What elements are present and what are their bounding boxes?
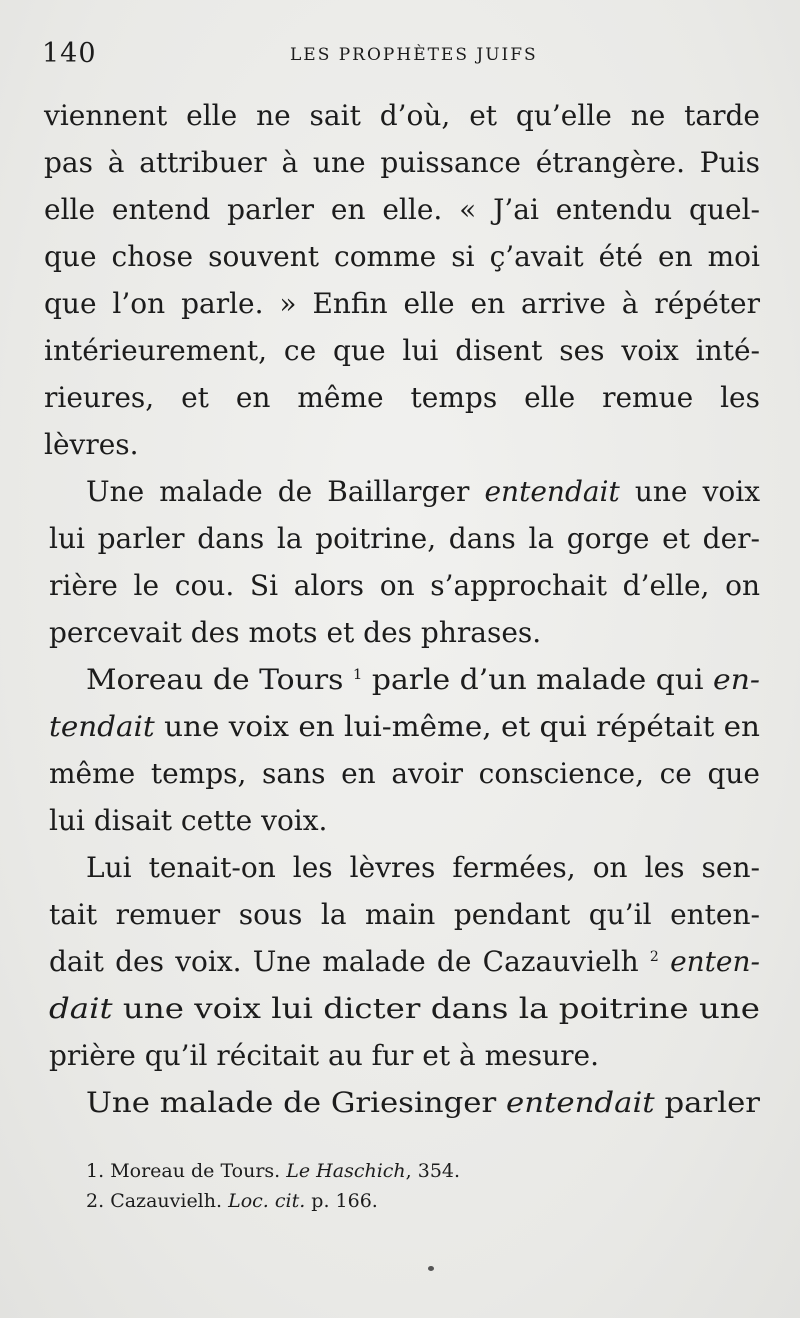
- footnote-number: 1.: [86, 1160, 105, 1182]
- text-line: [44, 562, 760, 609]
- line-text: que chose souvent comme si ç’avait été en moi: [44, 240, 760, 273]
- text-line: [44, 515, 760, 562]
- text-line: [44, 233, 760, 280]
- italic-word: tendait: [49, 710, 155, 743]
- footnote-2: [86, 1186, 766, 1216]
- footnote-ref: p. 166.: [305, 1190, 378, 1212]
- page-header: [42, 38, 762, 78]
- italic-word: en-: [713, 663, 760, 696]
- text-line: [44, 92, 760, 139]
- text-line: [44, 938, 760, 985]
- footnote-text: Cazauvielh.: [110, 1190, 223, 1212]
- italic-word: enten-: [670, 945, 760, 978]
- text-line: [44, 656, 760, 703]
- italic-word: entendait: [506, 1086, 655, 1119]
- footnote-ref: 2: [649, 949, 659, 965]
- footnotes: [86, 1156, 766, 1216]
- line-text: Une malade de Baillarger entendait une voix: [86, 475, 760, 508]
- line-text: tait remuer sous la main pendant qu’il enten-: [49, 898, 760, 931]
- footnote-1: [86, 1156, 766, 1186]
- footnote-number: 2.: [86, 1190, 105, 1212]
- text-line: [44, 186, 760, 233]
- line-text: pas à attribuer à une puissance étrangère. Puis: [44, 146, 760, 179]
- footnote-title: Le Haschich: [286, 1160, 406, 1182]
- text-line: [44, 797, 760, 844]
- footnote-ref: , 354.: [405, 1160, 461, 1182]
- text-line: [44, 327, 760, 374]
- line-text: lui disait cette voix.: [49, 804, 328, 837]
- line-text: Lui tenait-on les lèvres fermées, on les sen-: [86, 851, 760, 884]
- page-number: 140: [42, 38, 97, 69]
- text-line: [44, 374, 760, 421]
- line-text: percevait des mots et des phrases.: [49, 616, 542, 649]
- line-text: dait des voix. Une malade de Cazauvielh $^2$ enten-: [49, 945, 760, 978]
- footnote-ref: 1: [352, 667, 363, 683]
- running-title: LES PROPHÈTES JUIFS: [290, 45, 538, 65]
- italic-word: entendait: [484, 475, 620, 508]
- text-line: [44, 844, 760, 891]
- line-text: tendait une voix en lui-même, et qui répétait en: [49, 710, 761, 743]
- line-text: Une malade de Griesinger entendait parler: [86, 1086, 760, 1119]
- line-text: lui parler dans la poitrine, dans la gorge et der-: [49, 522, 760, 555]
- line-text: dait une voix lui dicter dans la poitrine une: [49, 992, 761, 1025]
- footnote-title: Loc. cit.: [228, 1190, 306, 1212]
- line-text: elle entend parler en elle. « J’ai entendu quel-: [44, 193, 760, 226]
- footnote-text: Moreau de Tours.: [110, 1160, 281, 1182]
- text-line: [44, 750, 760, 797]
- italic-word: dait: [49, 992, 113, 1025]
- text-line: [44, 1079, 760, 1126]
- text-line: [44, 280, 760, 327]
- text-line: [44, 891, 760, 938]
- line-text: rière le cou. Si alors on s’approchait d’elle, on: [49, 569, 760, 602]
- body-text: [44, 92, 760, 1126]
- line-text: rieures, et en même temps elle remue les: [44, 381, 760, 414]
- text-line: [44, 468, 760, 515]
- text-line: [44, 1032, 760, 1079]
- line-text: même temps, sans en avoir conscience, ce que: [49, 757, 760, 790]
- text-line: [44, 609, 760, 656]
- ink-speck: [428, 1266, 434, 1271]
- line-text: que l’on parle. » Enfin elle en arrive à répéter: [44, 287, 760, 320]
- line-text: lèvres.: [44, 428, 139, 461]
- text-line: [44, 985, 760, 1032]
- line-text: intérieurement, ce que lui disent ses voix inté-: [44, 334, 760, 367]
- line-text: Moreau de Tours $^1$ parle d’un malade qui en-: [86, 663, 760, 696]
- text-line: [44, 139, 760, 186]
- line-text: prière qu’il récitait au fur et à mesure.: [49, 1039, 600, 1072]
- text-line: [44, 421, 760, 468]
- text-line: [44, 703, 760, 750]
- line-text: viennent elle ne sait d’où, et qu’elle ne tarde: [44, 99, 760, 132]
